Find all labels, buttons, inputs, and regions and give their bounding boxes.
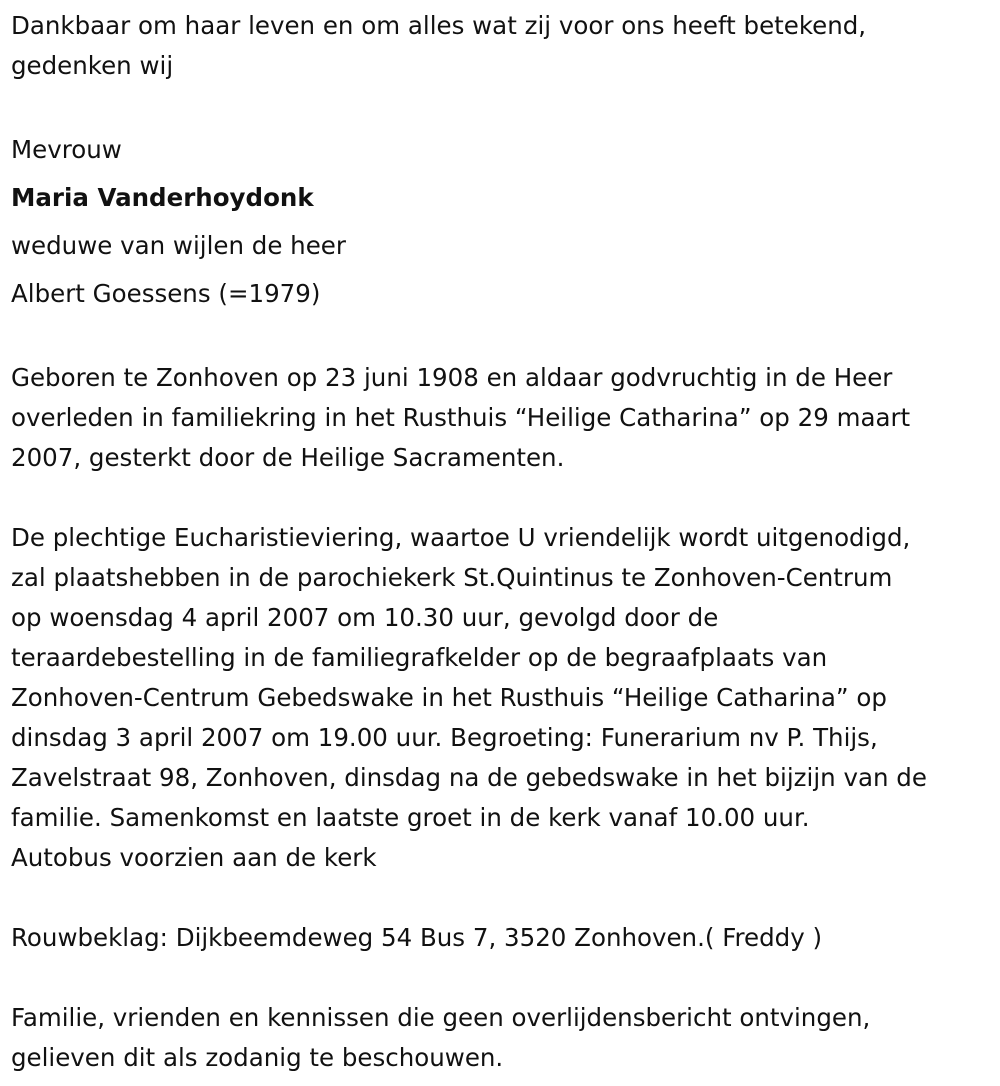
deceased-name: Maria Vanderhoydonk bbox=[11, 183, 314, 212]
spacer bbox=[11, 478, 996, 518]
birth-death-line: overleden in familiekring in het Rusthuis “Heilige Catharina” op 29 maart bbox=[11, 403, 911, 432]
ceremony-line: Zonhoven-Centrum Gebedswake in het Rusthuis “Heilige Catharina” op bbox=[11, 683, 887, 712]
ceremony-line: familie. Samenkomst en laatste groet in de kerk vanaf 10.00 uur. bbox=[11, 803, 810, 832]
ceremony-paragraph bbox=[11, 518, 996, 878]
ceremony-line: op woensdag 4 april 2007 om 10.30 uur, gevolgd door de bbox=[11, 603, 719, 632]
condolence-address: Rouwbeklag: Dijkbeemdeweg 54 Bus 7, 3520 Zonhoven.( Freddy ) bbox=[11, 923, 823, 952]
ceremony-line: dinsdag 3 april 2007 om 19.00 uur. Begroeting: Funerarium nv P. Thijs, bbox=[11, 723, 878, 752]
closing-paragraph bbox=[11, 998, 996, 1078]
spacer bbox=[11, 318, 996, 358]
intro-line-2: gedenken wij bbox=[11, 51, 174, 80]
intro-line-1: Dankbaar om haar leven en om alles wat zij voor ons heeft betekend, bbox=[11, 11, 867, 40]
closing-line: Familie, vrienden en kennissen die geen overlijdensbericht ontvingen, bbox=[11, 1003, 871, 1032]
birth-death-paragraph bbox=[11, 358, 996, 478]
ceremony-line: teraardebestelling in de familiegrafkelder op de begraafplaats van bbox=[11, 643, 828, 672]
spacer bbox=[11, 958, 996, 998]
obituary-document bbox=[11, 6, 996, 1078]
ceremony-line: zal plaatshebben in de parochiekerk St.Quintinus te Zonhoven-Centrum bbox=[11, 563, 893, 592]
intro-paragraph bbox=[11, 6, 996, 86]
condolence-paragraph bbox=[11, 918, 996, 958]
birth-death-line: Geboren te Zonhoven op 23 juni 1908 en aldaar godvruchtig in de Heer bbox=[11, 363, 893, 392]
person-block bbox=[11, 126, 996, 318]
ceremony-line: De plechtige Eucharistieviering, waartoe U vriendelijk wordt uitgenodigd, bbox=[11, 523, 911, 552]
salutation: Mevrouw bbox=[11, 135, 122, 164]
spacer bbox=[11, 86, 996, 126]
ceremony-line: Zavelstraat 98, Zonhoven, dinsdag na de gebedswake in het bijzijn van de bbox=[11, 763, 927, 792]
relation-text: weduwe van wijlen de heer bbox=[11, 231, 346, 260]
closing-line: gelieven dit als zodanig te beschouwen. bbox=[11, 1043, 504, 1072]
ceremony-line: Autobus voorzien aan de kerk bbox=[11, 843, 377, 872]
spouse-name: Albert Goessens (=1979) bbox=[11, 279, 321, 308]
spacer bbox=[11, 878, 996, 918]
birth-death-line: 2007, gesterkt door de Heilige Sacramenten. bbox=[11, 443, 565, 472]
